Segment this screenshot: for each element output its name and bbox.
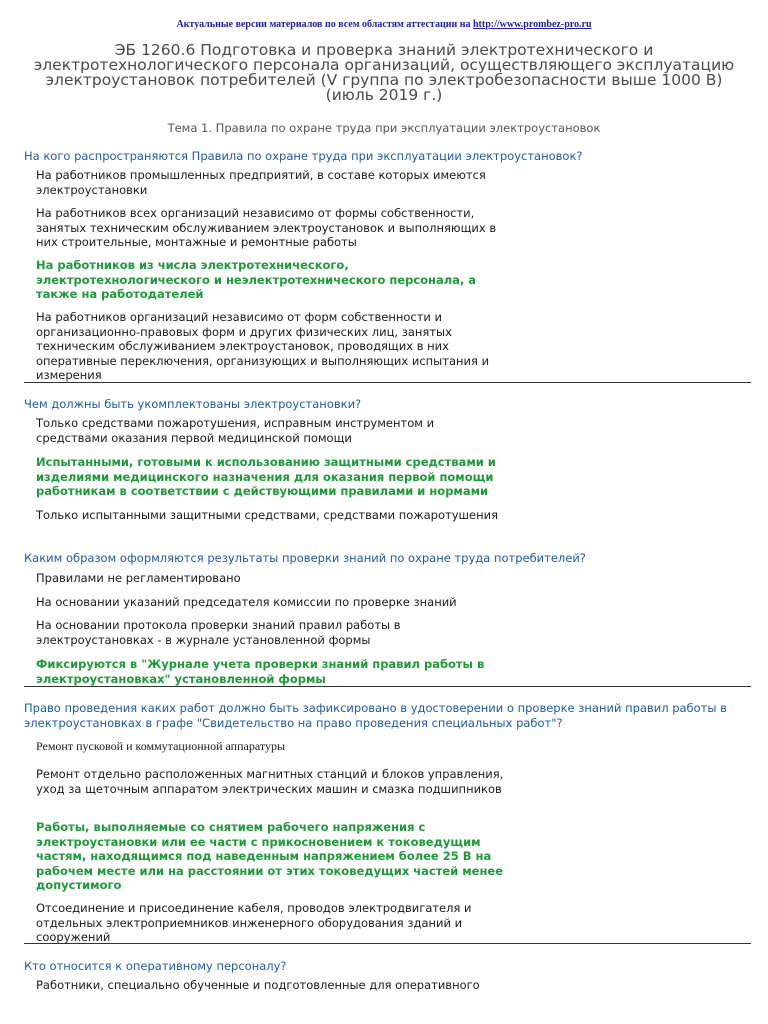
question: Каким образом оформляются результаты проверки знаний по охране труда потребителей? <box>24 551 586 565</box>
banner-text: Актуальные версии материалов по всем областям аттестации на <box>176 19 473 30</box>
title-line: электротехнологического персонала организаций, осуществляющего эксплуатацию <box>33 56 735 74</box>
answer-option: Только испытанными защитными средствами, средствами пожаротушения <box>36 508 499 522</box>
question: Чем должны быть укомплектованы электроустановки? <box>24 397 362 411</box>
answer-option: Только средствами пожаротушения, исправным инструментом и средствами оказания первой медицинской помощи <box>36 416 435 445</box>
answer-option: На работников организаций независимо от форм собственности и организационно-правовых форм и других физических лиц, занятых техническим обслуживанием электроустановок, проводящих в них оперативные переключения, организующих и выполняющих испытания и измерения <box>36 310 490 382</box>
question: Кто относится к оперативному персоналу? <box>24 959 287 973</box>
title-line: ЭБ 1260.6 Подготовка и проверка знаний электротехнического и <box>114 41 654 59</box>
answer-option: Ремонт пусковой и коммутационной аппаратуры <box>36 739 286 753</box>
answer-option: На основании протокола проверки знаний правил работы в электроустановках - в журнале установленной формы <box>36 618 401 647</box>
site-link[interactable]: http://www.prombez-pro.ru <box>473 19 592 30</box>
topic-heading: Тема 1. Правила по охране труда при эксплуатации электроустановок <box>167 121 601 135</box>
divider <box>24 943 751 944</box>
divider <box>24 686 751 687</box>
title-line: электроустановок потребителей (V группа по электробезопасности выше 1000 В) <box>45 71 723 89</box>
header-banner <box>0 19 768 30</box>
correct-answer: Работы, выполняемые со снятием рабочего напряжения с электроустановки или ее части с прикосновением к токоведущим частям, находящимся под наведенным напряжением более 25 В на рабочем месте или на расстоянии от этих токоведущих частей менее допустимого <box>36 820 503 892</box>
answer-option: На работников всех организаций независимо от формы собственности, занятых техническим обслуживанием электроустановок и выполняющих в них строительные, монтажные и ремонтные работы <box>36 206 497 249</box>
document-title <box>24 43 744 103</box>
answer-option: На работников промышленных предприятий, в составе которых имеются электроустановки <box>36 168 486 197</box>
answer-option: Правилами не регламентировано <box>36 571 241 585</box>
correct-answer: Фиксируются в "Журнале учета проверки знаний правил работы в электроустановках" установленной формы <box>36 657 485 686</box>
correct-answer: Испытанными, готовыми к использованию защитными средствами и изделиями медицинского назначения для оказания первой помощи работникам в соответствии с действующими правилами и нормами <box>36 455 496 498</box>
answer-option: На основании указаний председателя комиссии по проверке знаний <box>36 595 457 609</box>
answer-option: Ремонт отдельно расположенных магнитных станций и блоков управления, уход за щеточным аппаратом электрических машин и смазка подшипников <box>36 767 504 796</box>
answer-option: Отсоединение и присоединение кабеля, проводов электродвигателя и отдельных электроприемников инженерного оборудования зданий и сооружений <box>36 901 472 944</box>
question: На кого распространяются Правила по охране труда при эксплуатации электроустановок? <box>24 149 583 163</box>
question: Право проведения каких работ должно быть зафиксировано в удостоверении о проверке знаний правил работы в электроустановках в графе "Свидетельство на право проведения специальных работ"? <box>24 701 727 730</box>
correct-answer: На работников из числа электротехнического, электротехнологического и неэлектротехнического персонала, а также на работодателей <box>36 258 477 301</box>
divider <box>24 382 751 383</box>
answer-option: Работники, специально обученные и подготовленные для оперативного <box>36 978 480 992</box>
title-line: (июль 2019 г.) <box>325 86 443 104</box>
